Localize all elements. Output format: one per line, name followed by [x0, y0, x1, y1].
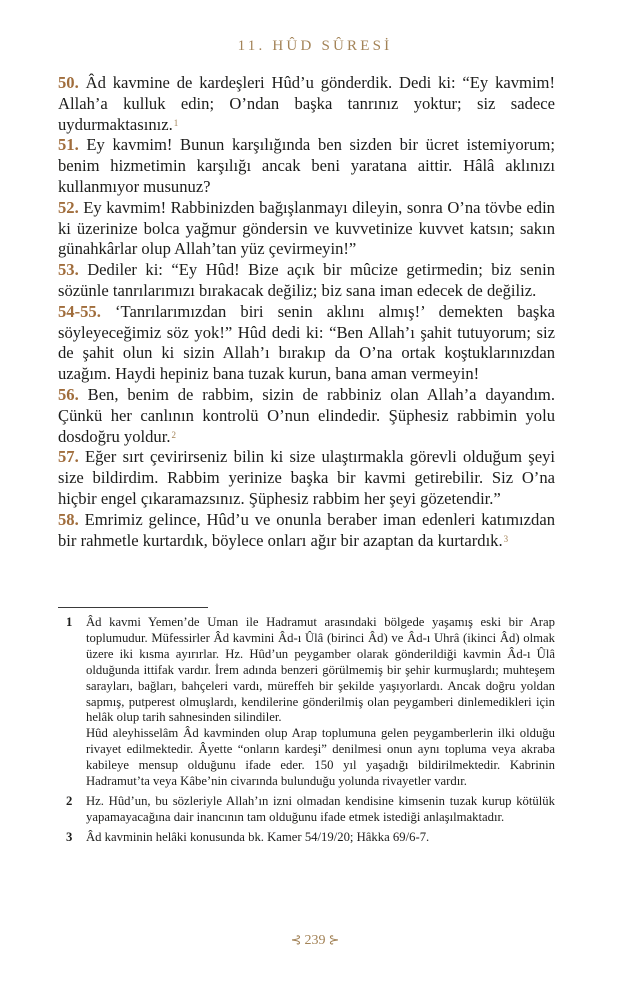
footnote-2 — [58, 794, 555, 826]
verse-54-55 — [58, 302, 555, 385]
verse-number: 56. — [58, 384, 79, 404]
verse-number: 57. — [58, 447, 79, 467]
verse-text: Ey kavmim! Bunun karşılığında ben sizden bir ücret istemiyorum; benim hizmetimin karşılığı ancak beni yaratana aittir. Hâlâ aklınızı kullanmıyor musunuz? — [58, 135, 555, 196]
running-header: 11. HÛD SÛRESİ — [237, 38, 393, 54]
ornament-left-icon: ⊰ — [290, 932, 302, 947]
footnote-paragraph: Âd kavminin helâki konusunda bk. Kamer 54/19/20; Hâkka 69/6-7. — [86, 829, 430, 844]
verse-text: Ey kavmim! Rabbinizden bağışlanmayı dileyin, sonra O’na tövbe edin ki üzerinize bolca yağmur göndersin ve kuvvetinize kuvvet katsın; sakın günahkârlar olup Allah’tan yüz çevirmeyin!” — [58, 197, 555, 259]
ornament-right-icon: ⊱ — [328, 932, 340, 947]
verse-text: Eğer sırt çevirirseniz bilin ki size ulaştırmakla görevli olduğum şeyi size bildirdim. Rabbim yerinize başka bir kavmi getirebilir. Siz O’na hiçbir engel çıkaramazsınız. Şüphesiz rabbim her şeyi gözetendir.” — [58, 447, 555, 508]
verse-number: 52. — [58, 197, 79, 217]
verse-56 — [58, 385, 555, 447]
footnote-text — [86, 830, 555, 846]
footnote-text — [86, 615, 555, 790]
footnotes — [58, 615, 555, 850]
footnote-paragraph: Âd kavmi Yemen’de Uman ile Hadramut arasındaki bölgede yaşamış eski bir Arap toplumudur. Müfessirler Âd kavmini Âd-ı Ûlâ (birinci Âd) ve Âd-ı Uhrâ (ikinci Âd) olmak üzere iki kısma ayırırlar. Hz. Hûd’un peygamber olarak gönderildiği kavmin Âd-ı Ûlâ olduğunda ittifak vardır. İrem adında benzeri görülmemiş bir şehir kurmuşlardı; muhteşem sarayları, bağları, bahçeleri vardı, müreffeh bir şekilde yaşıyorlardı. Ancak doğru yoldan sapmış, putperest olmuşlardı, kendilerine gönderilmiş olan peygamberi dinlemedikleri için helâk olup tarih sahnesinden silindiler. — [86, 615, 555, 725]
verse-number: 50. — [58, 73, 79, 92]
verse-text: Ben, benim de rabbim, sizin de rabbiniz olan Allah’a dayandım. Çünkü her canlının kontrolü O’nun elindedir. Şüphesiz rabbimin yolu dosdoğru yoldur. — [58, 384, 555, 446]
verse-57 — [58, 447, 555, 509]
verse-number: 58. — [58, 509, 79, 529]
verse-52 — [58, 198, 555, 260]
verse-53 — [58, 260, 555, 302]
page-number-text: 239 — [304, 933, 326, 948]
footnote-number: 2 — [66, 793, 73, 808]
verse-number: 53. — [58, 260, 79, 280]
footnote-number: 1 — [66, 615, 73, 629]
verse-text: Emrimiz gelince, Hûd’u ve onunla beraber iman edenleri katımızdan bir rahmetle kurtardık, böylece onları ağır bir azaptan da kurtardık. — [58, 509, 555, 550]
page-number — [0, 932, 630, 949]
verse-number: 51. — [58, 135, 79, 155]
footnote-1 — [58, 615, 555, 790]
footnote-number: 3 — [66, 829, 73, 844]
verse-number: 54-55. — [58, 301, 101, 321]
footnote-text — [86, 794, 555, 826]
footnote-paragraph: Hz. Hûd’un, bu sözleriyle Allah’ın izni olmadan kendisine kimsenin tuzak kurup kötülük yapamayacağına dair inancının tam olduğunu ifade etmek istediği anlaşılmaktadır. — [86, 793, 555, 824]
footnote-paragraph: Hûd aleyhisselâm Âd kavminden olup Arap toplumuna gelen peygamberlerin ilki olduğu rivayet edilmektedir. Âyette “onların kardeşi” denilmesi onun aynı topluma veya akraba kabileye mensup olduğunu ifade eder. 150 yıl yaşadığı bildirilmektedir. Kabrinin Hadramut’ta veya Kâbe’nin civarında bulunduğu yolunda rivayetler vardır. — [86, 726, 555, 789]
verse-text: ‘Tanrılarımızdan biri senin aklını almış!’ demekten başka söyleyeceğimiz söz yok!” Hûd dedi ki: “Ben Allah’ı şahit tutuyorum; siz de şahit olun ki sizin Allah’ı bırakıp da O’na ortak koştuklarınızdan uzağım. Haydi hepiniz bana tuzak kurun, bana aman vermeyin! — [58, 301, 555, 384]
verse-text: Âd kavmine de kardeşleri Hûd’u gönderdik. Dedi ki: “Ey kavmim! Allah’a kulluk edin; O’ndan başka tanrınız yoktur; siz sadece uydurmaktasınız. — [58, 73, 555, 134]
footnote-divider — [58, 607, 208, 608]
footnote-ref[interactable]: 2 — [171, 429, 176, 440]
footnote-ref[interactable]: 3 — [503, 533, 509, 544]
footnote-ref[interactable]: 1 — [173, 117, 179, 128]
verse-58 — [58, 510, 555, 552]
verse-50 — [58, 73, 555, 135]
footnote-3 — [58, 830, 555, 846]
verse-block — [58, 73, 555, 551]
verse-text: Dediler ki: “Ey Hûd! Bize açık bir mûcize getirmedin; biz senin sözünle tanrılarımızı bırakacak değiliz; biz sana iman edecek de değiliz. — [58, 260, 555, 300]
verse-51 — [58, 135, 555, 197]
